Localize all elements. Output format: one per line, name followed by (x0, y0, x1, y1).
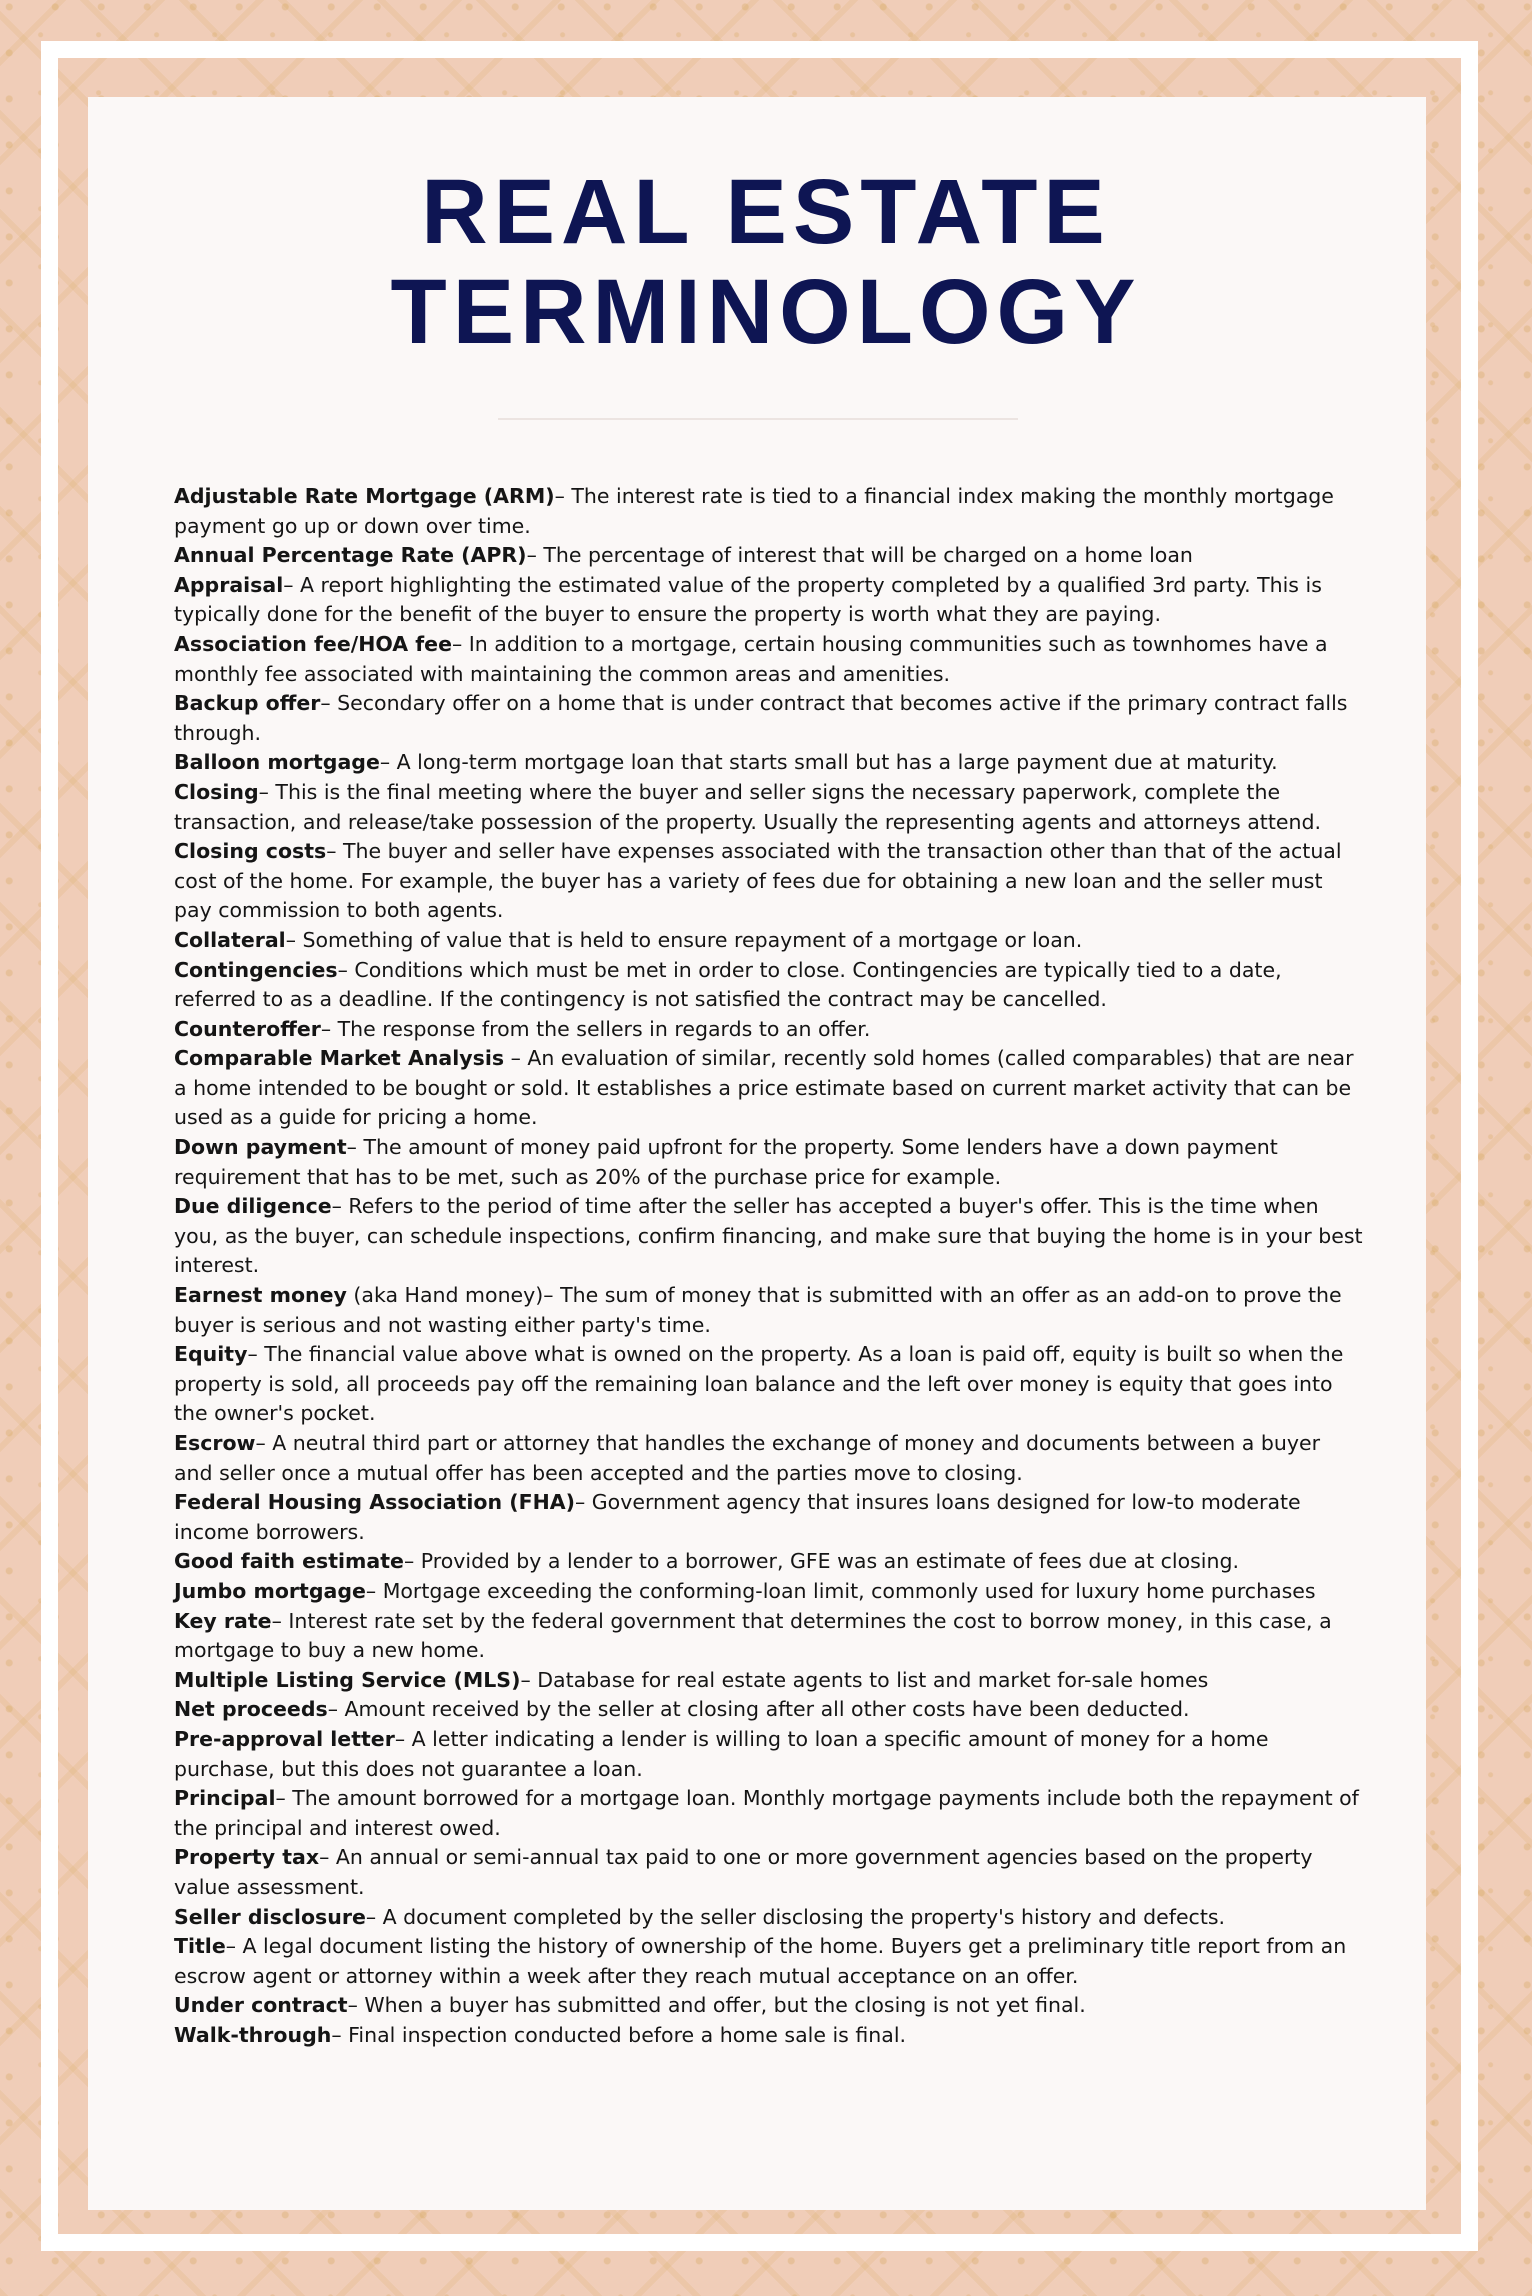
glossary-term: Key rate (174, 1608, 272, 1633)
glossary-term: Title (174, 1934, 226, 1959)
glossary-definition: – The response from the sellers in regards to an offer. (320, 1016, 871, 1041)
glossary-definition: – An evaluation of similar, recently sold homes (called comparables) that are near a home intended to be bought or sold. It establishes a price estimate based on current market activity that can be used as a guide for pricing a home. (174, 1046, 1354, 1130)
glossary-definition: – Final inspection conducted before a home sale is final. (331, 2022, 907, 2047)
glossary-entry (174, 1429, 1364, 1488)
glossary-definition: – The percentage of interest that will be charged on a home loan (526, 543, 1193, 568)
glossary-term: Annual Percentage Rate (APR) (174, 543, 527, 568)
glossary-definition: – Interest rate set by the federal government that determines the cost to borrow money, in this case, a mortgage to buy a new home. (174, 1608, 1332, 1663)
glossary-entry (174, 748, 1364, 778)
glossary-definition: – A document completed by the seller disclosing the property's history and defects. (365, 1904, 1226, 1929)
glossary-term: Good faith estimate (174, 1549, 404, 1574)
glossary-definition: – When a buyer has submitted and offer, but the closing is not yet final. (347, 1993, 1086, 2018)
glossary-term: Backup offer (174, 691, 321, 716)
glossary-term: Escrow (174, 1431, 256, 1455)
glossary-definition: – A report highlighting the estimated value of the property completed by a qualified 3rd party. This is typically done for the benefit of the buyer to ensure the property is worth what they are paying. (174, 572, 1322, 627)
glossary-term: Pre-approval letter (174, 1726, 395, 1751)
glossary-entry (174, 1547, 1364, 1577)
glossary-term: Adjustable Rate Mortgage (ARM) (174, 484, 555, 508)
glossary-definition: – A legal document listing the history of ownership of the home. Buyers get a preliminary title report from an escrow agent or attorney within a week after they reach mutual acceptance on an offer. (174, 1934, 1347, 1988)
glossary-term: Multiple Listing Service (MLS) (174, 1667, 521, 1692)
glossary-entry (174, 926, 1364, 956)
glossary-definition: – Secondary offer on a home that is under contract that becomes active if the primary contract falls through. (174, 691, 1348, 745)
glossary-entry (174, 778, 1364, 837)
glossary-definition: – An annual or semi-annual tax paid to one or more government agencies based on the property value assessment. (174, 1845, 1313, 1899)
glossary-definition: – A neutral third part or attorney that handles the exchange of money and documents between a buyer and seller once a mutual offer has been accepted and the parties move to closing. (174, 1431, 1321, 1485)
glossary-term: Balloon mortgage (174, 750, 380, 775)
glossary-entry (174, 956, 1364, 1015)
glossary-term: Appraisal (174, 572, 284, 597)
glossary-term: Federal Housing Association (FHA) (174, 1490, 576, 1515)
glossary-entry (174, 1281, 1364, 1340)
glossary-term: Earnest money (174, 1283, 347, 1308)
glossary-term: Association fee/HOA fee (174, 631, 452, 656)
title-divider (498, 418, 1018, 420)
glossary-entry (174, 482, 1364, 541)
glossary-entry (174, 541, 1364, 571)
glossary-definition: – Provided by a lender to a borrower, GFE was an estimate of fees due at closing. (403, 1549, 1240, 1574)
glossary-entry (174, 1695, 1364, 1725)
title-line-1: REAL ESTATE (421, 161, 1111, 263)
glossary-entry (174, 1488, 1364, 1547)
glossary-term: Due diligence (174, 1194, 332, 1219)
glossary-entry (174, 1843, 1364, 1902)
glossary-entry (174, 1991, 1364, 2021)
glossary-entry (174, 1903, 1364, 1933)
glossary-entry (174, 1133, 1364, 1192)
glossary-definition: – Refers to the period of time after the seller has accepted a buyer's offer. This is the time when you, as the buyer, can schedule inspections, confirm financing, and make sure that buying the home is in your best interest. (174, 1194, 1363, 1278)
glossary-term: Under contract (174, 1993, 348, 2018)
glossary-entry (174, 1577, 1364, 1607)
glossary-entry (174, 2021, 1364, 2051)
glossary-term: Closing (174, 779, 259, 804)
glossary-entry (174, 1192, 1364, 1281)
glossary-term: Collateral (174, 927, 286, 952)
glossary-definition: (aka Hand money)– The sum of money that is submitted with an offer as an add-on to prove the buyer is serious and not wasting either party's time. (174, 1283, 1342, 1337)
glossary-definition: – The buyer and seller have expenses associated with the transaction other than that of the actual cost of the home. For example, the buyer has a variety of fees due for obtaining a new loan and the seller must pay commission to both agents. (174, 839, 1342, 923)
glossary-term: Counteroffer (174, 1016, 321, 1041)
glossary-definition: – Something of value that is held to ensure repayment of a mortgage or loan. (285, 927, 1083, 952)
glossary-entry (174, 1044, 1364, 1133)
glossary-entry (174, 1666, 1364, 1696)
glossary-term: Principal (174, 1786, 276, 1811)
glossary-definition: – A letter indicating a lender is willing to loan a specific amount of money for a home purchase, but this does not guarantee a loan. (174, 1726, 1269, 1781)
glossary-definition: – Mortgage exceeding the conforming-loan limit, commonly used for luxury home purchases (365, 1578, 1316, 1603)
glossary-definition: – The interest rate is tied to a financial index making the monthly mortgage payment go up or down over time. (174, 484, 1334, 538)
glossary-list (174, 482, 1364, 2050)
glossary-entry (174, 630, 1364, 689)
glossary-definition: – Database for real estate agents to list and market for-sale homes (520, 1667, 1209, 1692)
glossary-definition: – Conditions which must be met in order to close. Contingencies are typically tied to a date, referred to as a deadline. If the contingency is not satisfied the contract may be cancelled. (174, 957, 1282, 1012)
glossary-term: Seller disclosure (174, 1904, 366, 1929)
glossary-term: Equity (174, 1342, 248, 1367)
glossary-term: Comparable Market Analysis (174, 1046, 505, 1071)
glossary-term: Closing costs (174, 839, 327, 864)
glossary-term: Property tax (174, 1845, 320, 1870)
title-line-2: TERMINOLOGY (390, 261, 1142, 363)
glossary-definition: – In addition to a mortgage, certain housing communities such as townhomes have a monthly fee associated with maintaining the common areas and amenities. (174, 631, 1328, 686)
glossary-definition: – The financial value above what is owned on the property. As a loan is paid off, equity is built so when the property is sold, all proceeds pay off the remaining loan balance and the left over money is equity that goes into the owner's pocket. (174, 1342, 1344, 1426)
glossary-definition: – The amount of money paid upfront for the property. Some lenders have a down payment requirement that has to be met, such as 20% of the purchase price for example. (174, 1135, 1278, 1189)
glossary-entry (174, 571, 1364, 630)
page-title (0, 162, 1532, 362)
glossary-term: Contingencies (174, 957, 338, 982)
glossary-definition: – This is the final meeting where the buyer and seller signs the necessary paperwork, complete the transaction, and release/take possession of the property. Usually the representing agents and attorneys attend. (174, 779, 1322, 834)
glossary-entry (174, 1784, 1364, 1843)
glossary-entry (174, 1932, 1364, 1991)
glossary-definition: – A long-term mortgage loan that starts small but has a large payment due at maturity. (379, 750, 1278, 775)
glossary-definition: – The amount borrowed for a mortgage loan. Monthly mortgage payments include both the repayment of the principal and interest owed. (174, 1786, 1359, 1840)
glossary-definition: – Government agency that insures loans designed for low-to moderate income borrowers. (174, 1490, 1301, 1544)
glossary-term: Down payment (174, 1135, 347, 1160)
glossary-entry (174, 1725, 1364, 1784)
glossary-entry (174, 1607, 1364, 1666)
glossary-term: Jumbo mortgage (174, 1578, 366, 1603)
glossary-entry (174, 1340, 1364, 1429)
glossary-term: Net proceeds (174, 1697, 328, 1722)
glossary-entry (174, 837, 1364, 926)
glossary-term: Walk-through (174, 2022, 332, 2047)
glossary-entry (174, 1015, 1364, 1045)
glossary-definition: – Amount received by the seller at closing after all other costs have been deducted. (327, 1697, 1190, 1722)
glossary-entry (174, 689, 1364, 748)
